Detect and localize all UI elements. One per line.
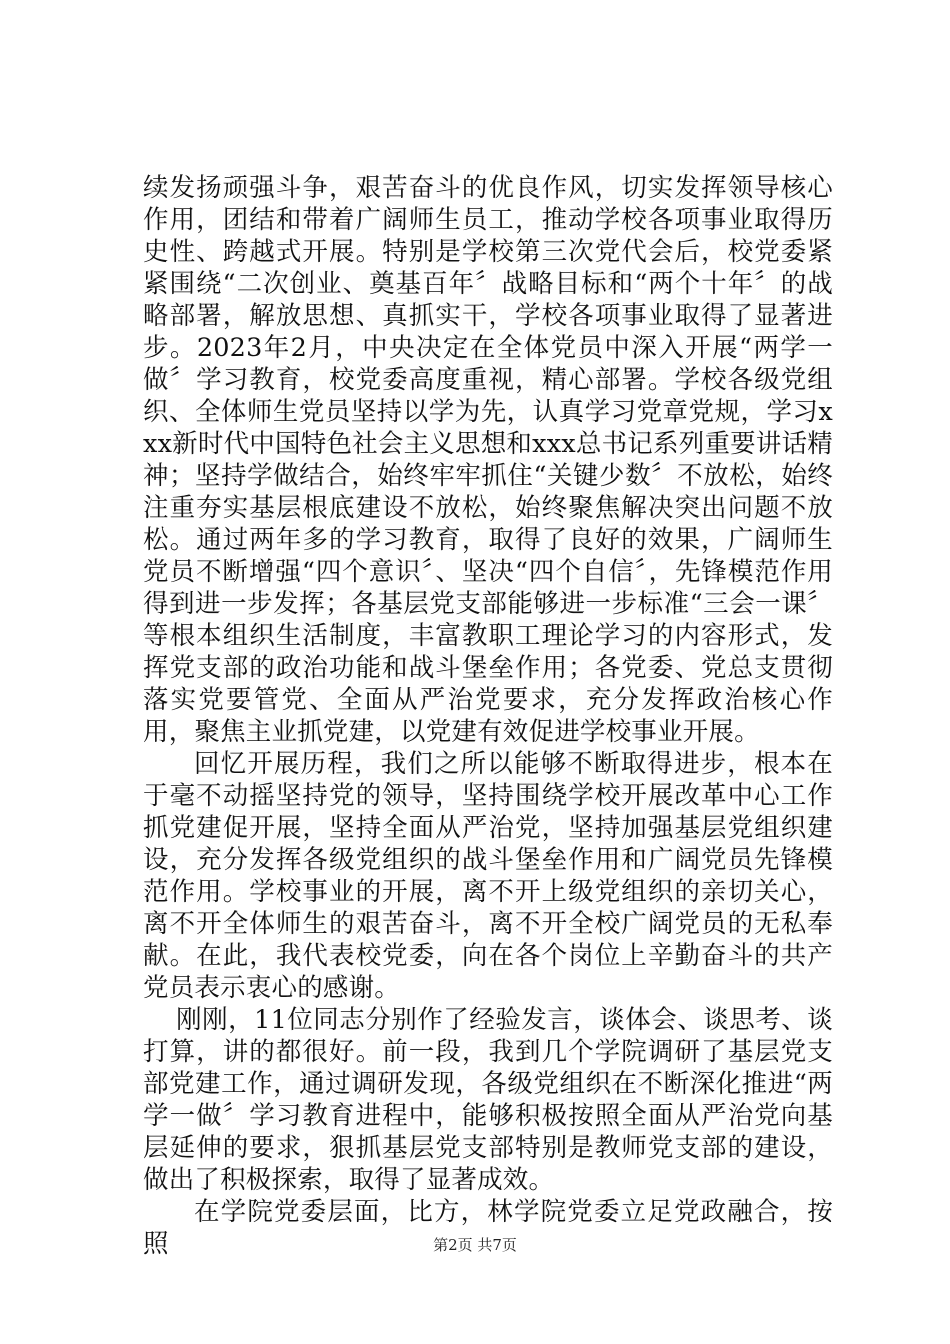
paragraph-2: 回忆开展历程，我们之所以能够不断取得进步，根本在于毫不动摇坚持党的领导，坚持围绕学校开展改革中心工作抓党建促开展，坚持全面从严治党，坚持加强基层党组织建设，充分发挥各级党组织的战斗堡垒作用和广阔党员先锋模范作用。学校事业的开展，离不开上级党组织的亲切关心，离不开全体师生的艰苦奋斗，离不开全校广阔党员的无私奉献。在此，我代表校党委，向在各个岗位上辛勤奋斗的共产党员表示衷心的感谢。 xyxy=(143,749,833,1003)
paragraph-4: 在学院党委层面，比方，林学院党委立足党政融合，按照 xyxy=(143,1197,833,1259)
document-body xyxy=(143,172,833,1260)
paragraph-3: 刚刚，11位同志分别作了经验发言，谈体会、谈思考、谈打算，讲的都很好。前一段，我到几个学院调研了基层党支部党建工作，通过调研发现，各级党组织在不断深化推进“两学一做〞学习教育进程中，能够积极按照全面从严治党向基层延伸的要求，狠抓基层党支部特别是教师党支部的建设，做出了积极探索，取得了显著成效。 xyxy=(143,1005,833,1195)
paragraph-1: 续发扬顽强斗争，艰苦奋斗的优良作风，切实发挥领导核心作用，团结和带着广阔师生员工，推动学校各项事业取得历史性、跨越式开展。特别是学校第三次党代会后，校党委紧紧围绕“二次创业、奠基百年〞战略目标和“两个十年〞的战略部署，解放思想、真抓实干，学校各项事业取得了显著进步。2023年2月，中央决定在全体党员中深入开展“两学一做〞学习教育，校党委高度重视，精心部署。学校各级党组织、全体师生党员坚持以学为先，认真学习党章党规，学习xxx新时代中国特色社会主义思想和xxx总书记系列重要讲话精神；坚持学做结合，始终牢牢抓住“关键少数〞不放松，始终注重夯实基层根底建设不放松，始终聚焦解决突出问题不放松。通过两年多的学习教育，取得了良好的效果，广阔师生党员不断增强“四个意识〞、坚决“四个自信〞，先锋模范作用得到进一步发挥；各基层党支部能够进一步标准“三会一课〞等根本组织生活制度，丰富教职工理论学习的内容形式，发挥党支部的政治功能和战斗堡垒作用；各党委、党总支贯彻落实党要管党、全面从严治党要求，充分发挥政治核心作用，聚焦主业抓党建，以党建有效促进学校事业开展。 xyxy=(143,173,833,747)
page-number-footer: 第2页 共7页 xyxy=(433,1236,517,1254)
